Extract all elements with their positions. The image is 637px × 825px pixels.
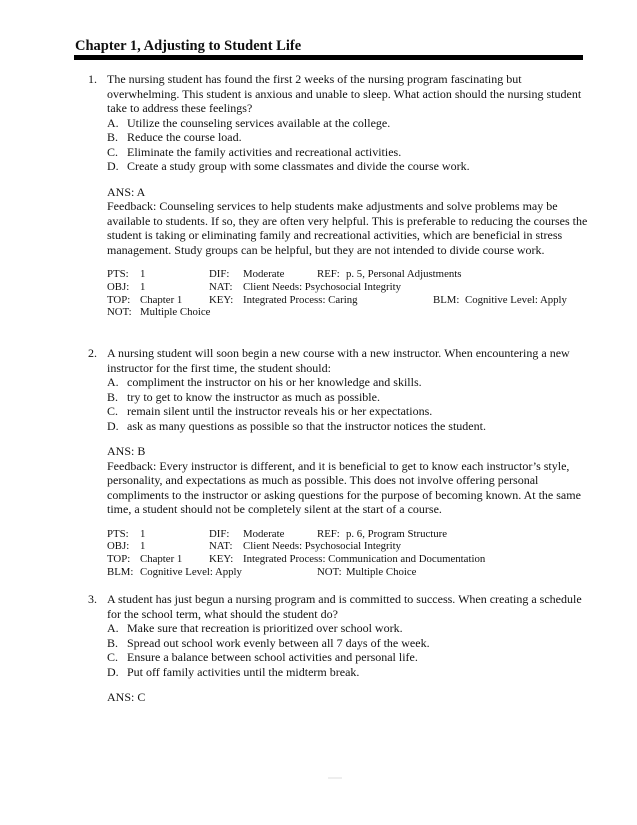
question-stem	[88, 592, 588, 621]
key-label: KEY:	[209, 553, 234, 566]
option-letter: B.	[107, 635, 119, 650]
question-number: 2.	[88, 346, 97, 360]
blm-label: BLM:	[433, 293, 460, 306]
answer-block	[88, 185, 588, 258]
question-3	[88, 592, 588, 705]
option-letter: D.	[107, 418, 119, 433]
meta-row	[107, 294, 588, 307]
ref-label: REF:	[317, 268, 340, 280]
meta-row	[107, 268, 588, 281]
key-label: KEY:	[209, 293, 234, 306]
answer-block	[88, 690, 588, 705]
question-text: A student has just begun a nursing program and is committed to success. When creating a schedule for the school term, what should the student do?	[107, 592, 582, 621]
meta-row	[107, 553, 588, 566]
question-1	[88, 72, 588, 319]
option-b	[107, 130, 588, 145]
option-text: Ensure a balance between school activities and personal life.	[127, 650, 418, 664]
not-value: Multiple Choice	[346, 565, 417, 578]
ref-value: p. 6, Program Structure	[346, 527, 448, 540]
pts-value: 1	[140, 268, 146, 280]
question-metadata	[88, 528, 588, 579]
option-text: ask as many questions as possible so that the instructor notices the student.	[127, 418, 486, 433]
question-text: A nursing student will soon begin a new course with a new instructor. When encountering a new instructor for the first time, the student should:	[107, 346, 570, 375]
answer-block	[88, 444, 588, 517]
meta-row	[107, 528, 588, 541]
obj-value: 1	[140, 540, 146, 553]
dif-value: Moderate	[243, 527, 285, 540]
option-text: Make sure that recreation is prioritized over school work.	[127, 621, 403, 635]
question-stem	[88, 346, 588, 375]
option-text: try to get to know the instructor as much as possible.	[127, 389, 380, 404]
option-b	[107, 390, 588, 405]
answer-key: ANS: B	[107, 444, 146, 458]
question-stem	[88, 72, 588, 116]
option-a	[107, 621, 588, 636]
option-d	[107, 665, 588, 680]
answer-key: ANS: C	[107, 690, 146, 704]
options-list	[88, 375, 588, 433]
option-letter: B.	[107, 130, 119, 144]
key-value: Integrated Process: Communication and Documentation	[243, 553, 486, 566]
top-value: Chapter 1	[140, 553, 183, 566]
question-number: 3.	[88, 592, 97, 606]
key-value: Integrated Process: Caring	[243, 293, 358, 306]
nat-value: Client Needs: Psychosocial Integrity	[243, 540, 402, 553]
option-b	[107, 636, 588, 651]
option-text: Create a study group with some classmates and divide the course work.	[127, 159, 470, 173]
blm-value: Cognitive Level: Apply	[465, 293, 567, 306]
option-d	[107, 419, 588, 434]
nat-label: NAT:	[209, 280, 233, 293]
dif-label: DIF:	[209, 527, 230, 540]
option-letter: C.	[107, 650, 119, 664]
option-letter: A.	[107, 375, 119, 389]
meta-row	[107, 306, 588, 319]
nat-label: NAT:	[209, 540, 233, 553]
question-metadata	[88, 268, 588, 319]
option-letter: D.	[107, 664, 119, 679]
option-text: Put off family activities until the midterm break.	[127, 664, 360, 679]
feedback-text: Feedback: Counseling services to help students make adjustments and solve problems may be available to students. If so, they are often very helpful. This is preferable to reducing the courses the student is taking or eliminating family and recreational activities, which are beneficial in stress management. Study groups can be helpful, but they are not intended to divide course work.	[107, 199, 588, 257]
option-c	[107, 404, 588, 419]
meta-row	[107, 281, 588, 294]
option-a	[107, 375, 588, 390]
ref-label: REF:	[317, 527, 340, 540]
option-text: Utilize the counseling services available at the college.	[127, 115, 391, 130]
obj-label: OBJ:	[107, 540, 130, 553]
obj-label: OBJ:	[107, 280, 130, 293]
dif-value: Moderate	[243, 268, 285, 280]
options-list	[88, 621, 588, 679]
option-letter: A.	[107, 621, 119, 635]
option-text: Eliminate the family activities and recreational activities.	[127, 144, 402, 159]
not-label: NOT:	[317, 565, 342, 578]
top-label: TOP:	[107, 293, 131, 306]
option-letter: C.	[107, 144, 119, 159]
option-c	[107, 145, 588, 160]
question-text: The nursing student has found the first 2 weeks of the nursing program fascinating but overwhelming. This student is anxious and unable to sleep. What action should the nursing student take to address these feelings?	[107, 72, 582, 115]
question-2	[88, 346, 588, 579]
ref-value: p. 5, Personal Adjustments	[346, 268, 462, 280]
feedback-text: Feedback: Every instructor is different, and it is beneficial to get to know each instructor’s style, personality, and expectations as much as possible. This does not involve offering personal compliments to the instructor or asking questions for the purpose of becoming known. At the same time, a student should not be completely silent at the start of a course.	[107, 458, 581, 516]
dif-label: DIF:	[209, 268, 230, 280]
title-rule	[74, 55, 583, 60]
option-letter: B.	[107, 389, 119, 404]
option-letter: A.	[107, 115, 119, 130]
page-artifact	[328, 777, 342, 779]
option-text: remain silent until the instructor reveals his or her expectations.	[127, 404, 433, 418]
pts-value: 1	[140, 527, 146, 540]
option-text: Spread out school work evenly between all 7 days of the week.	[127, 635, 430, 650]
blm-value: Cognitive Level: Apply	[140, 565, 242, 578]
option-d	[107, 159, 588, 174]
pts-label: PTS:	[107, 268, 129, 280]
option-text: compliment the instructor on his or her knowledge and skills.	[127, 375, 422, 389]
chapter-title: Chapter 1, Adjusting to Student Life	[75, 38, 302, 54]
meta-row	[107, 566, 588, 579]
not-label: NOT:	[107, 306, 132, 319]
not-value: Multiple Choice	[140, 306, 211, 319]
top-value: Chapter 1	[140, 293, 183, 306]
answer-key: ANS: A	[107, 184, 146, 199]
top-label: TOP:	[107, 553, 131, 566]
option-a	[107, 116, 588, 131]
pts-label: PTS:	[107, 527, 129, 540]
option-text: Reduce the course load.	[127, 130, 242, 144]
question-number: 1.	[88, 72, 97, 86]
option-letter: C.	[107, 404, 119, 418]
obj-value: 1	[140, 280, 146, 293]
blm-label: BLM:	[107, 565, 134, 578]
option-letter: D.	[107, 159, 119, 173]
nat-value: Client Needs: Psychosocial Integrity	[243, 280, 402, 293]
meta-row	[107, 540, 588, 553]
options-list	[88, 116, 588, 174]
option-c	[107, 650, 588, 665]
